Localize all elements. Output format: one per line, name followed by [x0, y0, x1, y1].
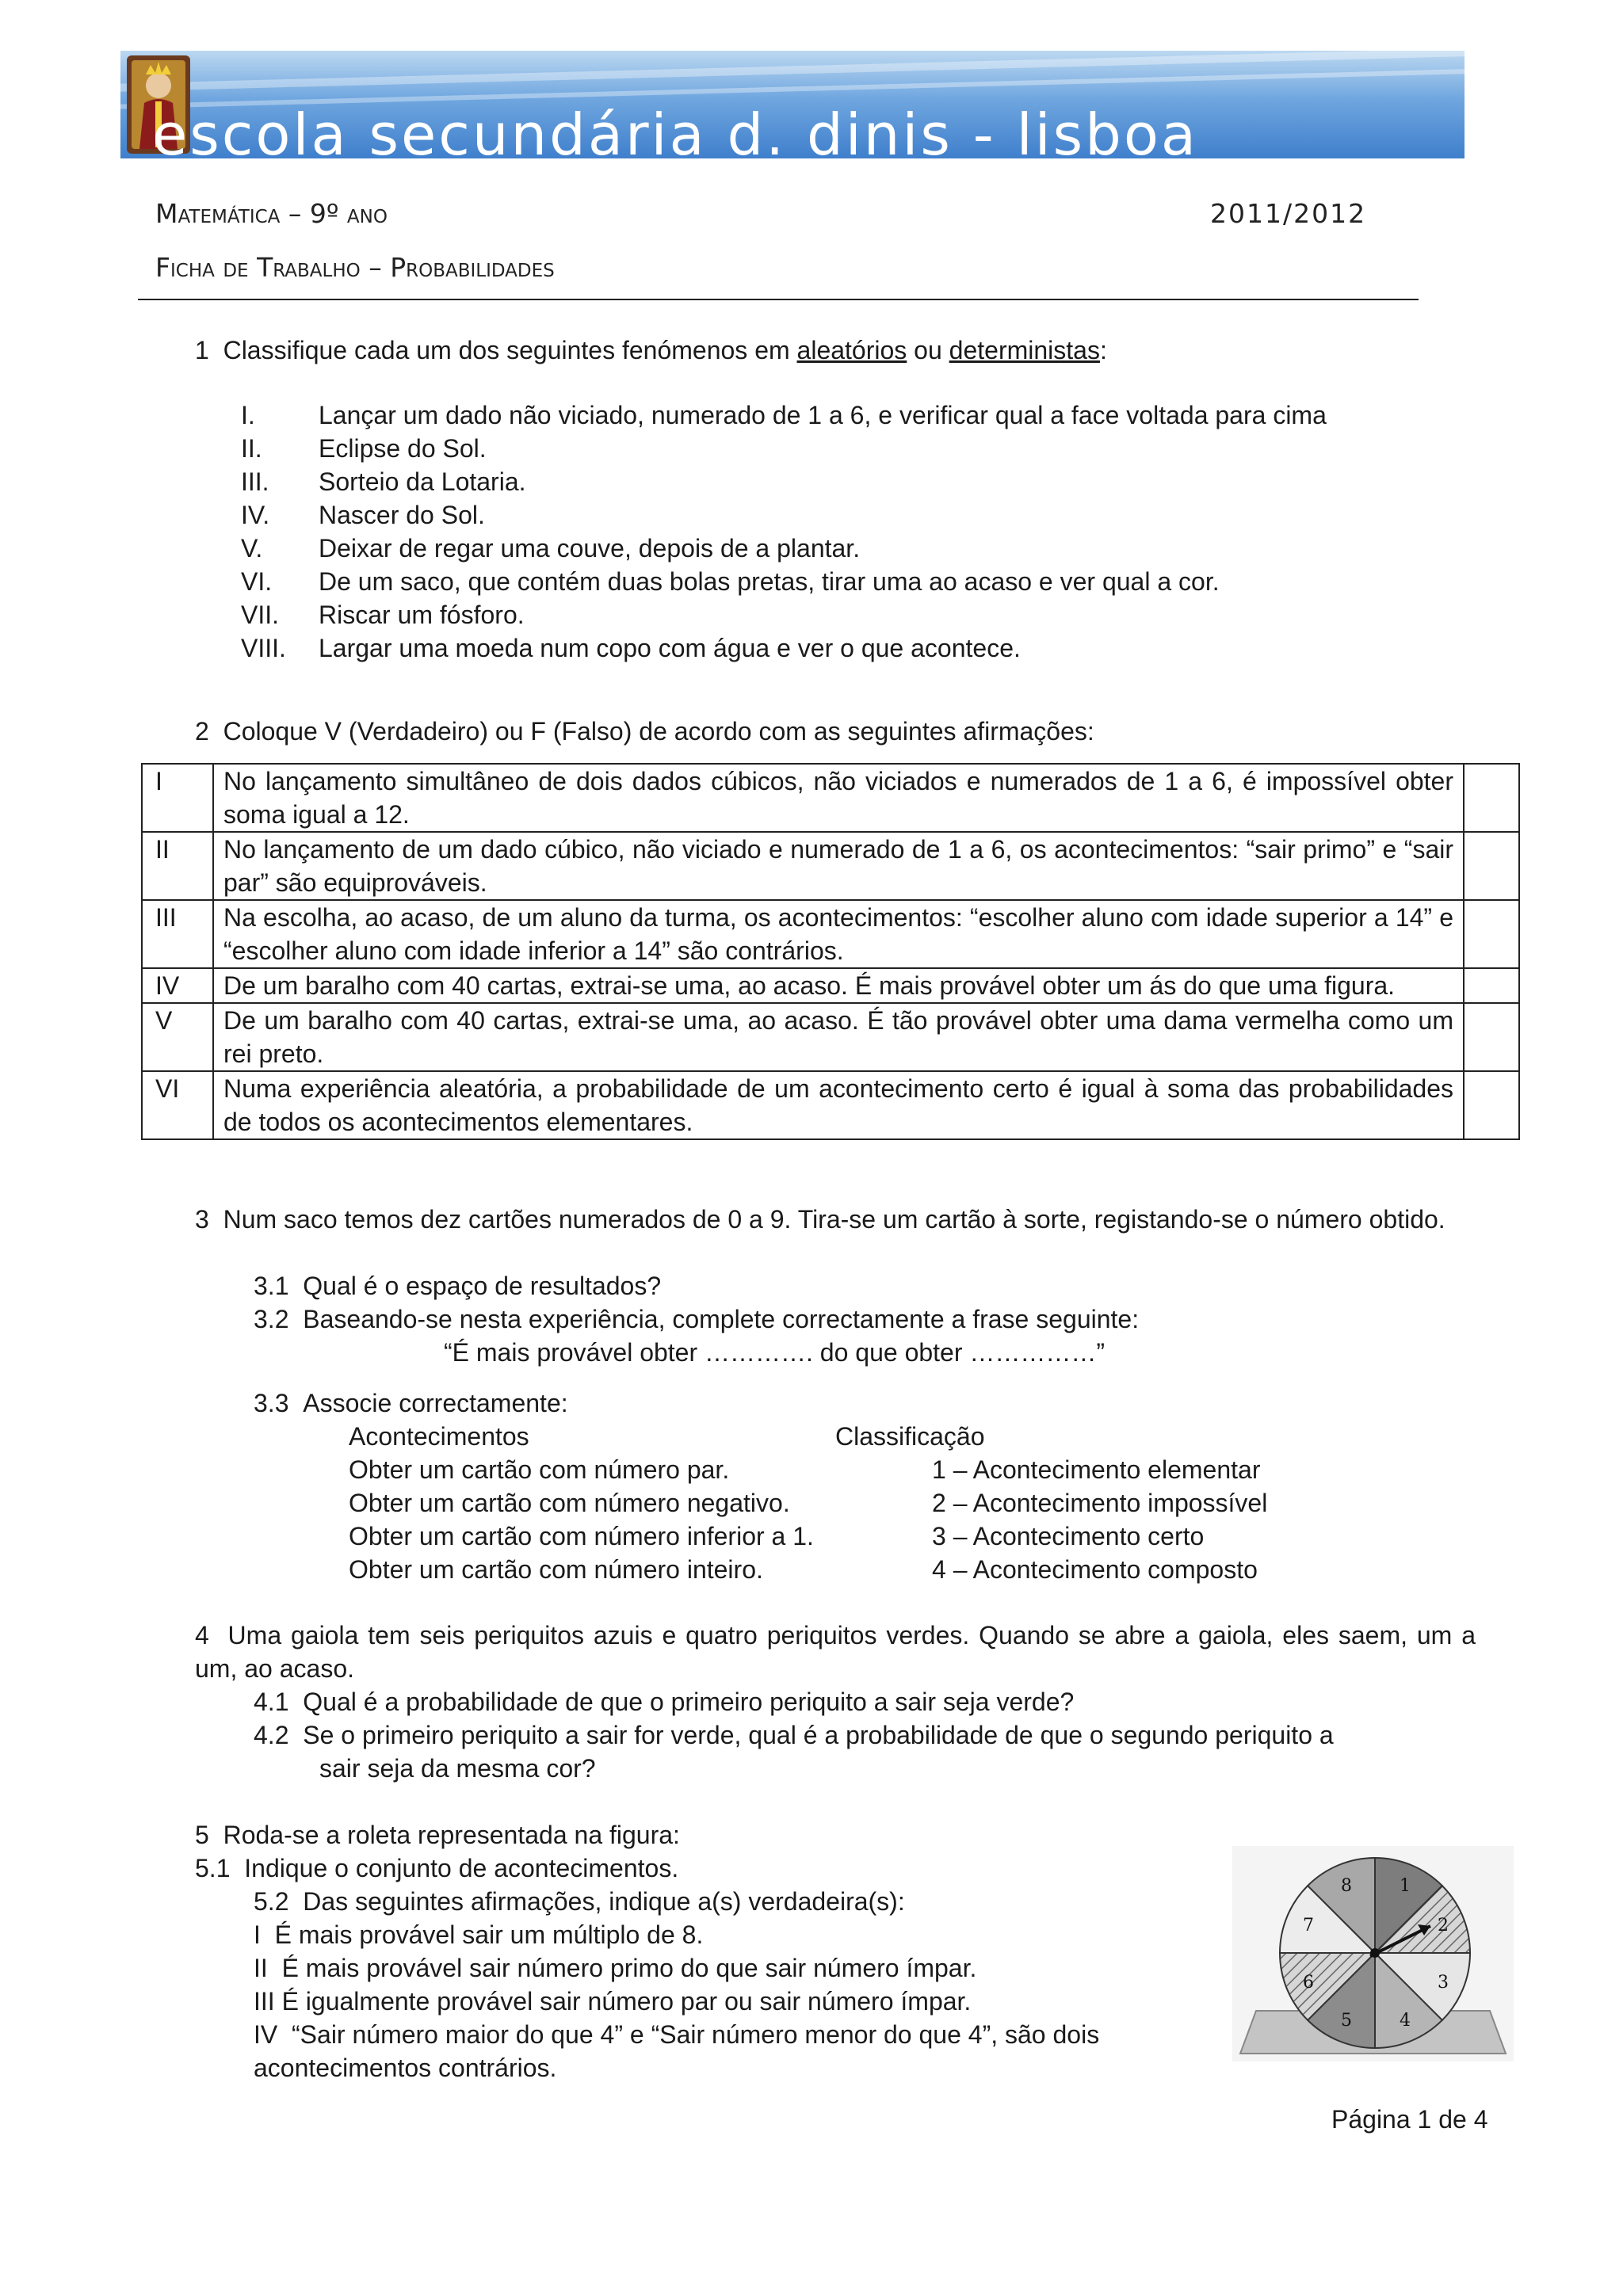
item-text: Sorteio da Lotaria. [319, 467, 526, 496]
table-row [142, 1003, 1519, 1071]
item-text: Deixar de regar uma couve, depois de a plantar. [319, 534, 861, 563]
item-numeral: III. [241, 467, 269, 496]
statement-cell: Numa experiência aleatória, a probabilidade de um acontecimento certo é igual à soma das probabilidades de todos os acontecimentos elementares. [213, 1071, 1464, 1139]
item-text: É mais provável sair número primo do que sair número ímpar. [281, 1954, 977, 1982]
term-aleatorios: aleatórios [796, 336, 907, 364]
statement-cell: De um baralho com 40 cartas, extrai-se uma, ao acaso. É mais provável obter um ás do que uma figura. [213, 968, 1464, 1003]
subquestion-number: 5.2 [254, 1887, 289, 1916]
subquestion-4-2 [254, 1718, 1334, 1752]
statement-item [254, 1951, 976, 1985]
item-numeral: II [254, 1954, 268, 1982]
answer-cell[interactable] [1464, 900, 1519, 968]
table-row [142, 764, 1519, 832]
column-header-classification: Classificação [835, 1422, 985, 1451]
event-item: Obter um cartão com número inferior a 1. [349, 1522, 814, 1550]
subquestion-text: Associe correctamente: [303, 1389, 568, 1417]
row-numeral: IV [142, 968, 213, 1003]
event-item: Obter um cartão com número inteiro. [349, 1555, 763, 1584]
question-number: 1 [195, 336, 209, 364]
subquestion-4-1 [254, 1685, 1074, 1718]
answer-cell[interactable] [1464, 1003, 1519, 1071]
statement-item-cont: acontecimentos contrários. [254, 2054, 557, 2082]
question-2 [195, 715, 1094, 748]
statement-item [254, 1985, 971, 2018]
item-text: “Sair número maior do que 4” e “Sair número menor do que 4”, são dois [292, 2020, 1100, 2049]
banner-title: escola secundária d. dinis - lisboa [152, 101, 1199, 158]
statement-cell: No lançamento simultâneo de dois dados cúbicos, não viciados e numerados de 1 a 6, é impossível obter soma igual a 12. [213, 764, 1464, 832]
item-numeral: IV. [241, 501, 270, 529]
question-5 [195, 1818, 680, 1852]
true-false-table [141, 763, 1520, 1140]
fill-in-sentence: “É mais provável obter …………. do que obter ……………” [444, 1338, 1106, 1367]
answer-cell[interactable] [1464, 968, 1519, 1003]
item-text: Nascer do Sol. [319, 501, 485, 529]
question-3 [195, 1203, 1476, 1236]
question-number: 4 [195, 1621, 209, 1650]
item-text: Eclipse do Sol. [319, 434, 487, 463]
subquestion-5-1 [195, 1852, 678, 1885]
subquestion-number: 5.1 [195, 1854, 231, 1882]
statement-cell: Na escolha, ao acaso, de um aluno da turma, os acontecimentos: “escolher aluno com idade superior a 14” e “escolher aluno com idade inferior a 14” são contrários. [213, 900, 1464, 968]
item-text: É igualmente provável sair número par ou sair número ímpar. [281, 1987, 972, 2016]
question-1 [195, 334, 1107, 367]
question-text: Num saco temos dez cartões numerados de 0 a 9. Tira-se um cartão à sorte, registando-se o número obtido. [223, 1205, 1445, 1234]
subquestion-3-3 [254, 1386, 568, 1420]
question-4 [195, 1619, 1476, 1685]
wheel-label: 2 [1438, 1916, 1449, 1936]
item-text: De um saco, que contém duas bolas pretas, tirar uma ao acaso e ver qual a cor. [319, 567, 1220, 596]
school-year: 2011/2012 [1210, 198, 1367, 229]
page-number: Página 1 de 4 [1331, 2105, 1488, 2134]
subquestion-text: Qual é a probabilidade de que o primeiro periquito a sair seja verde? [303, 1688, 1075, 1716]
row-numeral: VI [142, 1071, 213, 1139]
statement-item [254, 2018, 1099, 2051]
question-text: : [1099, 336, 1107, 364]
item-text: Lançar um dado não viciado, numerado de 1 a 6, e verificar qual a face voltada para cima [319, 401, 1327, 429]
statement-item [254, 1918, 703, 1951]
question-text: ou [907, 336, 949, 364]
wheel-label: 5 [1341, 2011, 1352, 2031]
item-numeral: I. [241, 401, 255, 429]
column-header-events: Acontecimentos [349, 1422, 529, 1451]
classification-item: 2 – Acontecimento impossível [932, 1489, 1268, 1517]
table-row [142, 1071, 1519, 1139]
row-numeral: V [142, 1003, 213, 1071]
subquestion-text: Das seguintes afirmações, indique a(s) verdadeira(s): [303, 1887, 905, 1916]
subject-title: Matemática – 9º ano [155, 198, 388, 229]
classification-item: 4 – Acontecimento composto [932, 1555, 1258, 1584]
item-numeral: I [254, 1920, 261, 1949]
subquestion-number: 4.2 [254, 1721, 289, 1749]
subquestion-text: Baseando-se nesta experiência, complete correctamente a frase seguinte: [303, 1305, 1140, 1333]
event-item: Obter um cartão com número negativo. [349, 1489, 790, 1517]
wheel-label: 8 [1341, 1876, 1352, 1896]
answer-cell[interactable] [1464, 832, 1519, 900]
subquestion-number: 3.2 [254, 1305, 289, 1333]
item-numeral: VI. [241, 567, 273, 596]
item-numeral: V. [241, 534, 263, 563]
worksheet-title: Ficha de Trabalho – Probabilidades [155, 252, 555, 283]
question-text: Classifique cada um dos seguintes fenómenos em [223, 336, 797, 364]
table-row [142, 900, 1519, 968]
item-text: Riscar um fósforo. [319, 601, 525, 629]
term-deterministas: deterministas [949, 336, 1100, 364]
question-text: Roda-se a roleta representada na figura: [223, 1821, 680, 1849]
header-divider [138, 299, 1419, 300]
question-number: 5 [195, 1821, 209, 1849]
wheel-label: 3 [1438, 1973, 1449, 1993]
roulette-figure [1232, 1846, 1514, 2061]
answer-cell[interactable] [1464, 1071, 1519, 1139]
statement-cell: De um baralho com 40 cartas, extrai-se uma, ao acaso. É tão provável obter uma dama vermelha como um rei preto. [213, 1003, 1464, 1071]
wheel-label: 7 [1303, 1916, 1314, 1936]
question-text: Coloque V (Verdadeiro) ou F (Falso) de acordo com as seguintes afirmações: [223, 717, 1094, 746]
item-numeral: IV [254, 2020, 278, 2049]
wheel-label: 6 [1303, 1973, 1314, 1993]
row-numeral: III [142, 900, 213, 968]
question-number: 2 [195, 717, 209, 746]
wheel-label: 4 [1400, 2011, 1411, 2031]
item-numeral: VIII. [241, 634, 286, 662]
subquestion-text: Indique o conjunto de acontecimentos. [244, 1854, 679, 1882]
question-text: Uma gaiola tem seis periquitos azuis e quatro periquitos verdes. Quando se abre a gaiola, eles saem, um a um, ao acaso. [195, 1621, 1476, 1683]
item-text: É mais provável sair um múltiplo de 8. [274, 1920, 704, 1949]
item-numeral: VII. [241, 601, 280, 629]
subquestion-3-1 [254, 1269, 661, 1302]
table-row [142, 968, 1519, 1003]
subquestion-3-2 [254, 1302, 1139, 1336]
statement-cell: No lançamento de um dado cúbico, não viciado e numerado de 1 a 6, os acontecimentos: “sair primo” e “sair par” são equiprováveis. [213, 832, 1464, 900]
subquestion-number: 4.1 [254, 1688, 289, 1716]
row-numeral: II [142, 832, 213, 900]
subquestion-text-cont: sair seja da mesma cor? [319, 1754, 596, 1783]
row-numeral: I [142, 764, 213, 832]
subquestion-text: Qual é o espaço de resultados? [303, 1272, 662, 1300]
table-row [142, 832, 1519, 900]
subquestion-text: Se o primeiro periquito a sair for verde, qual é a probabilidade de que o segundo periquito a [303, 1721, 1334, 1749]
classification-item: 3 – Acontecimento certo [932, 1522, 1205, 1550]
subquestion-5-2 [254, 1885, 905, 1918]
item-numeral: III [254, 1987, 275, 2016]
item-text: Largar uma moeda num copo com água e ver o que acontece. [319, 634, 1021, 662]
subquestion-number: 3.3 [254, 1389, 289, 1417]
answer-cell[interactable] [1464, 764, 1519, 832]
event-item: Obter um cartão com número par. [349, 1455, 730, 1484]
classification-item: 1 – Acontecimento elementar [932, 1455, 1261, 1484]
item-numeral: II. [241, 434, 262, 463]
school-banner [120, 51, 1465, 158]
question-number: 3 [195, 1205, 209, 1234]
wheel-label: 1 [1400, 1876, 1411, 1896]
wheel-center [1370, 1948, 1380, 1958]
subquestion-number: 3.1 [254, 1272, 289, 1300]
